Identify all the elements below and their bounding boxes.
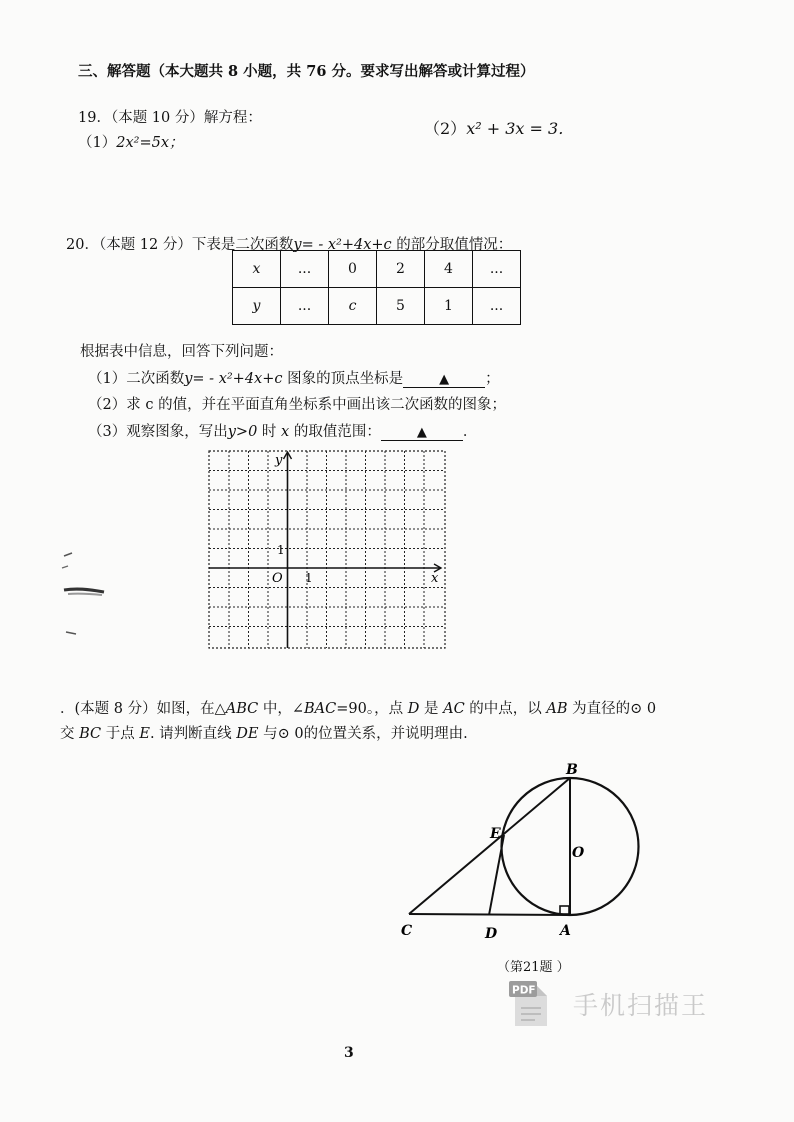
q21-line1-start: ．(本题 8 分）如图，在△	[60, 701, 226, 717]
table-cell: ...	[473, 251, 521, 288]
table-cell: 0	[329, 251, 377, 288]
q21-line1-mid3: 是	[419, 701, 444, 717]
table-cell: y	[233, 288, 281, 325]
q20-part3-text2: 时	[257, 424, 282, 440]
q20-part1-text: 二次函数	[126, 371, 185, 387]
q20-part1-function: y= - x²+4x+c	[184, 371, 283, 387]
page-number: 3	[344, 1045, 354, 1061]
q19-part1-label: （1）	[78, 135, 117, 151]
label-a: A	[560, 923, 571, 939]
q19-part2-label: （2）	[424, 119, 467, 138]
label-c: C	[401, 923, 413, 939]
q20-part3-condition: y>0	[227, 424, 258, 440]
q20-stem-end: 的部分取值情况：	[391, 237, 513, 253]
y-tick-label: 1	[277, 543, 285, 557]
label-d: D	[485, 926, 498, 942]
q19-number: 19．	[78, 110, 111, 126]
x-axis-label: x	[431, 571, 439, 586]
q21-line2-mid2: . 请判断直线	[149, 726, 237, 742]
segment-de	[489, 835, 504, 915]
q20-part1-text2: 图象的顶点坐标是	[282, 371, 404, 387]
watermark-text: 手机扫描王	[573, 991, 709, 1020]
q19-part2	[424, 116, 574, 139]
pdf-badge: PDF	[512, 984, 536, 997]
table-cell: 2	[377, 251, 425, 288]
q21-e: E	[139, 726, 150, 742]
q19-part1	[78, 131, 184, 152]
table-row-y	[233, 288, 521, 325]
table-cell: c	[329, 288, 377, 325]
table-cell: ...	[473, 288, 521, 325]
q20-part3-end: ．	[462, 424, 478, 440]
q20-part2: （2）求 c 的值，并在平面直角坐标系中画出该二次函数的图象；	[88, 397, 507, 413]
q19-part1-equation: 2x²=5x；	[116, 135, 184, 151]
table-cell: 1	[425, 288, 473, 325]
table-cell: x	[233, 251, 281, 288]
coordinate-grid	[205, 448, 450, 653]
grid-lines	[209, 451, 445, 648]
q19-heading	[78, 106, 262, 127]
watermark	[509, 978, 549, 1032]
q20-part1	[88, 367, 500, 388]
q20-part3-var: x	[281, 424, 290, 440]
q20-stem: 下表是二次函数	[191, 237, 294, 253]
q21-bac: BAC	[304, 701, 337, 717]
y-axis-label: y	[275, 453, 283, 468]
section-header: 三、解答题（本大题共 8 小题，共 76 分。要求写出解答或计算过程）	[78, 63, 535, 80]
table-cell: 4	[425, 251, 473, 288]
scan-artifact	[58, 548, 118, 643]
q19-part2-equation: x² + 3x = 3．	[466, 119, 575, 138]
origin-label: O	[272, 571, 283, 586]
table-cell: 5	[377, 288, 425, 325]
right-angle-mark	[560, 906, 569, 914]
label-o: O	[572, 845, 585, 861]
q20-intro: 根据表中信息，回答下列问题：	[80, 344, 283, 360]
q21-bc: BC	[79, 726, 102, 742]
label-e: E	[490, 826, 501, 842]
q20-number: 20．	[66, 237, 99, 253]
q21-ab: AB	[546, 701, 568, 717]
answer-blank-2[interactable]: ▲	[381, 426, 463, 441]
q20-value-table	[232, 250, 521, 325]
q21-line1	[60, 697, 656, 718]
figure-caption: （第21题 ）	[497, 960, 570, 975]
q21-line1-mid: 中，∠	[258, 701, 305, 717]
q20-part3	[88, 420, 477, 441]
q20-points: （本题 12 分）	[98, 237, 192, 253]
q21-line1-mid4: 的中点，以	[464, 701, 547, 717]
geometry-figure	[396, 760, 656, 945]
q21-line2	[60, 722, 468, 743]
q20-part1-end: ；	[485, 371, 500, 387]
q21-ac: AC	[443, 701, 465, 717]
q20-part3-text: 观察图象，写出	[126, 424, 228, 440]
segment-cb	[409, 778, 570, 914]
q19-points: （本题 10 分）解方程：	[110, 110, 262, 126]
x-tick-label: 1	[305, 571, 313, 585]
answer-blank-1[interactable]: ▲	[403, 373, 485, 388]
table-cell: ...	[281, 251, 329, 288]
q21-line2-mid: 于点	[101, 726, 140, 742]
q21-d: D	[407, 701, 420, 717]
q21-abc: ABC	[225, 701, 259, 717]
table-cell: ...	[281, 288, 329, 325]
q21-line2-start: 交	[60, 726, 80, 742]
q21-line2-end: 与⊙ 0的位置关系，并说明理由.	[258, 726, 468, 742]
pdf-document-icon	[509, 978, 549, 1028]
q20-part3-text3: 的取值范围：	[289, 424, 381, 440]
q20-part1-label: （1）	[88, 371, 127, 387]
label-b: B	[566, 762, 578, 778]
q21-line1-mid2: =90。，点	[336, 701, 408, 717]
q20-part3-label: （3）	[88, 424, 127, 440]
q21-de: DE	[236, 726, 259, 742]
q21-line1-end: 为直径的⊙ 0	[567, 701, 657, 717]
table-row-x	[233, 251, 521, 288]
q20-function: y= - x²+4x+c	[293, 237, 392, 253]
